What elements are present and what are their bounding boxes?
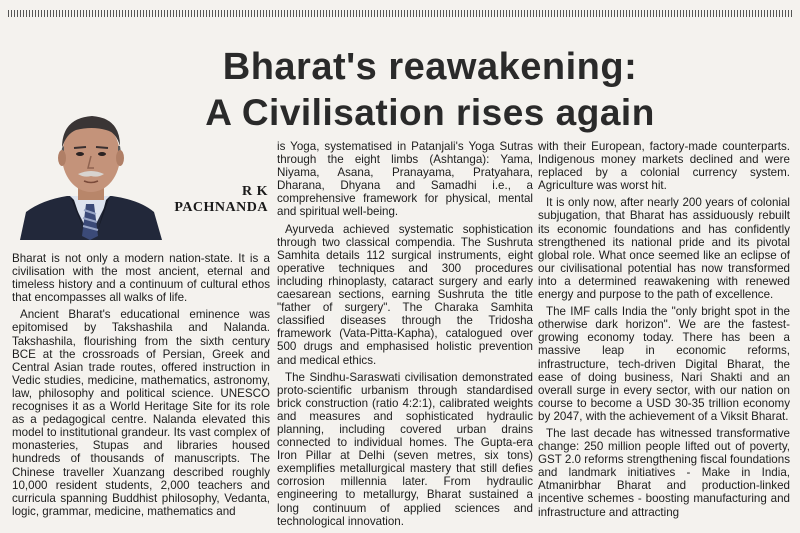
author-photo: [12, 100, 170, 240]
paragraph: The Sindhu-Saraswati civilisation demonstrated proto-scientific urbanism through standardised brick construction (ratio 4:2:1), calibrated weights and measures and sophisticated hydraulic planning, including covered urban drains connected to individual homes. The Gupta-era Iron Pillar at Delhi (seven metres, six tons) exemplifies metallurgical mastery that still defies corrosion millennia later. From hydraulic engineering to metallurgy, Bharat sustained a long continuum of applied sciences and technological innovation.: [277, 370, 533, 528]
paragraph: is Yoga, systematised in Patanjali's Yoga Sutras through the eight limbs (Ashtanga): Yama, Niyama, Asana, Pranayama, Pratyahara, Dharana, Dhyana and Samadhi i.e., a comprehensive framework for physical, mental and spiritual well-being.: [277, 140, 533, 219]
paragraph: It is only now, after nearly 200 years of colonial subjugation, that Bharat has assiduously rebuilt its economic foundations and has confidently strengthened its national pride and its pivotal global role. What once seemed like an eclipse of our civilisational potential has now transformed into a determined reawakening with renewed energy and purpose to the path of excellence.: [538, 196, 790, 302]
article-column-3: [538, 140, 790, 523]
author-portrait-image: [12, 100, 170, 240]
paragraph: Ancient Bharat's educational eminence was epitomised by Takshashila and Nalanda. Takshashila, flourishing from the sixth century BCE at the crossroads of Persian, Greek and Central Asian trade routes, offered instruction in Vedic studies, medicine, mathematics, astronomy, law, philosophy and political science. UNESCO recognises it as a World Heritage Site for its role as a pedagogical centre. Nalanda elevated this model to institutional grandeur. Its vast complex of monasteries, Stupas and libraries housed hundreds of thousands of manuscripts. The Chinese traveller Xuanzang described roughly 10,000 resident students, 2,000 teachers and curricula spanning Buddhist philosophy, Vedanta, logic, grammar, medicine, mathematics and: [12, 308, 270, 518]
paragraph: with their European, factory-made counterparts. Indigenous money markets declined and were replaced by a colonial currency system. Agriculture was worst hit.: [538, 140, 790, 193]
paragraph: Bharat is not only a modern nation-state. It is a civilisation with the most ancient, eternal and timeless history and a continuum of cultural ethos that encompasses all walks of life.: [12, 252, 270, 305]
article-column-1: [12, 252, 270, 522]
byline-initials: R K: [242, 184, 268, 199]
headline-line-2: A Civilisation rises again: [205, 92, 655, 133]
top-rule: [8, 10, 792, 17]
paragraph: Ayurveda achieved systematic sophistication through two classical compendia. The Sushruta Samhita details 112 surgical instruments, eight operative techniques and 300 procedures including rhinoplasty, cataract surgery and early caesarean sections, earning Sushruta the title "father of surgery". The Charaka Samhita classified diseases through the Tridosha framework (Vata-Pitta-Kapha), catalogued over 500 drugs and emphasised holistic prevention and medical ethics.: [277, 222, 533, 367]
headline: [150, 44, 710, 136]
byline-surname: PACHNANDA: [174, 200, 268, 215]
paragraph: The IMF calls India the "only bright spot in the otherwise dark horizon". We are the fastest-growing economy today. There has been a massive leap in economic reforms, infrastructure, tech-driven Digital Bharat, the ease of doing business, Nari Shakti and an overall surge in every sector, with our nation on course to become a USD 30-35 trillion economy by 2047, with the achievement of a Viksit Bharat.: [538, 305, 790, 423]
headline-line-1: Bharat's reawakening:: [222, 46, 638, 88]
byline: [160, 184, 268, 216]
article-column-2: [277, 140, 533, 532]
paragraph: The last decade has witnessed transformative change: 250 million people lifted out of poverty, GST 2.0 reforms strengthening fiscal foundations and landmark initiatives - Make in India, Atmanirbhar Bharat and production-linked incentive schemes - boosting manufacturing and infrastructure and attracting: [538, 426, 790, 519]
